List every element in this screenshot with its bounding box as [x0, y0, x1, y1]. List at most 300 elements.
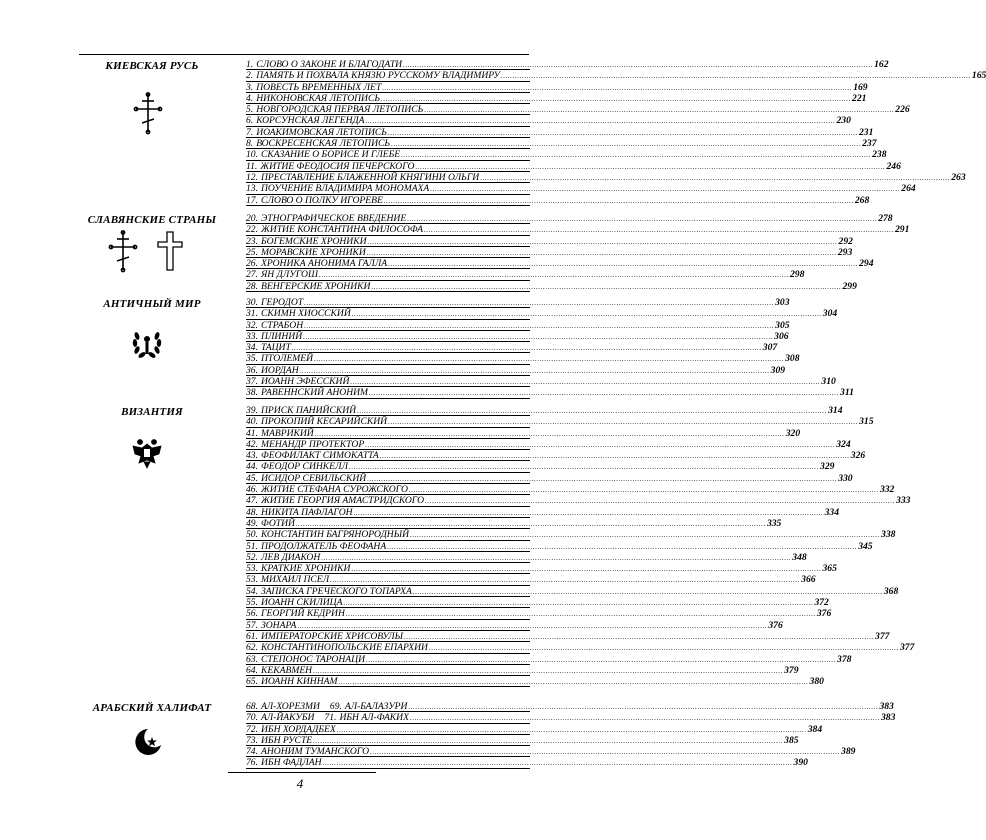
toc-entry — [246, 115, 851, 127]
entry-title: НИКОНОВСКАЯ ЛЕТОПИСЬ — [256, 92, 381, 104]
entry-page: 311 — [840, 387, 854, 399]
leader-dots: ........................................................................................................................................................................................................ — [388, 260, 859, 269]
entry-page: 314 — [828, 405, 843, 416]
toc-section-slavic — [246, 213, 910, 292]
entry-number: 23. — [246, 235, 258, 247]
entry-title: КОНСТАНТИНОПОЛЬСКИЕ ЕПАРХИИ — [261, 642, 428, 654]
leader-dots: ........................................................................................................................................................................................................ — [330, 576, 801, 585]
leader-dots: ........................................................................................................................................................................................................ — [314, 429, 785, 438]
toc-entry — [246, 653, 852, 665]
entry-page: 246 — [886, 160, 901, 172]
entry-title: ФОТИЙ — [261, 517, 295, 529]
entry-page: 291 — [895, 224, 910, 236]
entry-number-2: 71. — [324, 712, 337, 724]
leader-dots: ........................................................................................................................................................................................................ — [415, 162, 886, 171]
entry-number: 8. — [246, 138, 254, 150]
toc-entry — [246, 213, 893, 224]
entry-page: 330 — [838, 472, 853, 484]
entry-page: 376 — [768, 619, 783, 631]
toc-section-arab — [246, 701, 896, 769]
leader-dots: ........................................................................................................................................................................................................ — [382, 83, 853, 92]
leader-dots: ........................................................................................................................................................................................................ — [370, 748, 841, 757]
toc-entry — [246, 70, 986, 82]
entry-number: 38. — [246, 387, 258, 399]
crescent-star-icon — [132, 726, 164, 758]
entry-number: 4. — [246, 92, 254, 104]
leader-dots: ........................................................................................................................................................................................................ — [409, 714, 880, 723]
entry-title: ЛЕВ ДИАКОН — [261, 551, 321, 563]
entry-page: 308 — [785, 353, 800, 365]
entry-page: 365 — [822, 563, 837, 575]
entry-page: 383 — [880, 712, 896, 724]
entry-title: МИХАИЛ ПСЕЛ — [261, 574, 330, 586]
leader-dots: ........................................................................................................................................................................................................ — [304, 321, 775, 330]
entry-number: 22. — [246, 224, 258, 236]
toc-entry — [246, 387, 854, 399]
entry-title: ЖИТИЕ СТЕФАНА СУРОЖСКОГО — [261, 484, 408, 496]
toc-entry — [246, 757, 808, 769]
entry-title: НОВГОРОДСКАЯ ПЕРВАЯ ЛЕТОПИСЬ — [256, 104, 424, 116]
toc-entry — [246, 597, 829, 609]
toc-entry — [246, 224, 910, 236]
entry-title: ЭТНОГРАФИЧЕСКОЕ ВВЕДЕНИЕ — [261, 213, 407, 224]
entry-page: 377 — [875, 630, 890, 642]
leader-dots: ........................................................................................................................................................................................................ — [408, 486, 879, 495]
entry-page: 385 — [784, 734, 799, 746]
leader-dots: ........................................................................................................................................................................................................ — [480, 173, 951, 182]
entry-title: ВОСКРЕСЕНСКАЯ ЛЕТОПИСЬ — [256, 138, 391, 150]
entry-page: 345 — [858, 540, 873, 552]
entry-title: СТЕПОНОС ТАРОНАЦИ — [261, 653, 366, 665]
toc-entry — [246, 619, 783, 631]
entry-title: ЗОНАРА — [261, 619, 297, 631]
entry-number: 41. — [246, 427, 258, 439]
entry-number: 44. — [246, 461, 258, 473]
leader-dots: ........................................................................................................................................................................................................ — [371, 282, 842, 291]
entry-page: 315 — [859, 416, 874, 428]
leader-dots: ........................................................................................................................................................................................................ — [500, 72, 971, 81]
toc-entry — [246, 712, 896, 724]
leader-dots: ........................................................................................................................................................................................................ — [314, 355, 785, 364]
entry-title: ИОРДАН — [261, 364, 299, 376]
toc-entry — [246, 319, 790, 331]
entry-page: 372 — [814, 597, 829, 609]
entry-number: 68. — [246, 701, 258, 712]
leader-dots: ........................................................................................................................................................................................................ — [407, 215, 878, 223]
entry-page: 377 — [899, 642, 915, 654]
entry-number: 76. — [246, 757, 258, 769]
entry-title: ПРОДОЛЖАТЕЛЬ ФЕОФАНА — [261, 540, 387, 552]
toc-entry — [246, 676, 824, 688]
entry-page: 238 — [872, 149, 887, 161]
entry-title: ИОАНН ЭФЕССКИЙ — [261, 376, 350, 388]
entry-number: 6. — [246, 115, 254, 127]
entry-title: СЛОВО О ПОЛКУ ИГОРЕВЕ — [261, 194, 383, 206]
entry-title: ИОАНН КИННАМ — [261, 676, 338, 688]
toc-entry — [246, 194, 870, 206]
entry-title: ПРИСК ПАНИЙСКИЙ — [261, 405, 357, 416]
leader-dots: ........................................................................................................................................................................................................ — [424, 106, 895, 115]
entry-page: 268 — [854, 194, 870, 206]
toc-section-byzantium — [246, 405, 915, 688]
bottom-rule — [228, 772, 376, 773]
entry-number: 39. — [246, 405, 258, 416]
entry-page: 380 — [809, 676, 824, 688]
entry-title: ПРЕСТАВЛЕНИЕ БЛАЖЕННОЙ КНЯГИНИ ОЛЬГИ — [261, 171, 480, 183]
entry-number: 26. — [246, 258, 258, 270]
entry-page: 165 — [971, 70, 986, 82]
entry-title: СЛОВО О ЗАКОНЕ И БЛАГОДАТИ — [256, 59, 403, 70]
toc-entry — [246, 585, 899, 597]
entry-number: 49. — [246, 517, 258, 529]
entry-number-2: 69. — [329, 701, 342, 712]
toc-entry — [246, 81, 868, 93]
leader-dots: ........................................................................................................................................................................................................ — [404, 632, 875, 641]
entry-title: ИБН ФАДЛАН — [261, 757, 322, 769]
entry-number: 32. — [246, 319, 258, 331]
leader-dots: ........................................................................................................................................................................................................ — [365, 440, 836, 449]
entry-page: 307 — [762, 342, 778, 354]
entry-title: НИКИТА ПАФЛАГОН — [261, 506, 353, 518]
top-rule — [79, 54, 529, 55]
toc-entry — [246, 563, 837, 575]
leader-dots: ........................................................................................................................................................................................................ — [388, 418, 859, 427]
entry-number: 53. — [246, 574, 258, 586]
entry-number: 56. — [246, 608, 258, 620]
toc-entry — [246, 664, 799, 676]
leader-dots: ........................................................................................................................................................................................................ — [412, 587, 883, 596]
entry-number: 7. — [246, 126, 254, 138]
toc-entry — [246, 308, 838, 320]
leader-dots: ........................................................................................................................................................................................................ — [303, 332, 774, 341]
double-headed-eagle-icon — [130, 436, 164, 470]
toc-entry — [246, 258, 874, 270]
toc-entry — [246, 630, 890, 642]
toc-entry — [246, 92, 867, 104]
leader-dots: ........................................................................................................................................................................................................ — [403, 61, 874, 69]
entry-title: КОРСУНСКАЯ ЛЕГЕНДА — [256, 115, 365, 127]
section-title-slavic: СЛАВЯНСКИЕ СТРАНЫ — [87, 214, 217, 226]
leader-dots: ........................................................................................................................................................................................................ — [366, 248, 837, 257]
entry-page: 335 — [766, 517, 782, 529]
leader-dots: ........................................................................................................................................................................................................ — [313, 666, 784, 675]
entry-page: 390 — [793, 757, 808, 769]
entry-number: 28. — [246, 280, 258, 292]
entry-title: ЖИТИЕ КОНСТАНТИНА ФИЛОСОФА — [261, 224, 423, 236]
laurel-wreath-icon — [130, 326, 164, 360]
leader-dots: ........................................................................................................................................................................................................ — [357, 407, 828, 415]
entry-number: 36. — [246, 364, 258, 376]
section-title-arab: АРАБСКИЙ ХАЛИФАТ — [92, 702, 212, 714]
toc-entry — [246, 269, 805, 281]
toc-entry — [246, 450, 866, 462]
entry-number: 13. — [246, 183, 258, 195]
entry-title: КРАТКИЕ ХРОНИКИ — [261, 563, 351, 575]
toc-entry — [246, 246, 853, 258]
entry-title: ЖИТИЕ ГЕОРГИЯ АМАСТРИДСКОГО — [261, 495, 425, 507]
entry-number: 65. — [246, 676, 258, 688]
toc-entry — [246, 138, 877, 150]
entry-title: ПЛИНИЙ — [261, 330, 303, 342]
entry-number: 54. — [246, 585, 258, 597]
entry-title: ПАМЯТЬ И ПОХВАЛА КНЯЗЮ РУССКОМУ ВЛАДИМИРУ — [256, 70, 500, 82]
toc-section-antique — [246, 297, 854, 399]
leader-dots: ........................................................................................................................................................................................................ — [349, 463, 820, 472]
toc-entry — [246, 416, 874, 428]
entry-page: 366 — [801, 574, 816, 586]
entry-page: 383 — [879, 701, 894, 712]
entry-page: 303 — [775, 297, 790, 308]
section-title-kievan-rus: КИЕВСКАЯ РУСЬ — [105, 60, 199, 72]
leader-dots: ........................................................................................................................................................................................................ — [410, 531, 881, 540]
entry-page: 333 — [896, 495, 911, 507]
entry-title: МАВРИКИЙ — [261, 427, 314, 439]
section-title-antique: АНТИЧНЫЙ МИР — [103, 298, 201, 310]
entry-title: ИОАНН СКИЛИЦА — [261, 597, 343, 609]
entry-title: ПРОКОПИЙ КЕСАРИЙСКИЙ — [261, 416, 388, 428]
entry-number: 64. — [246, 664, 258, 676]
entry-title: ИСИДОР СЕВИЛЬСКИЙ — [261, 472, 367, 484]
toc-section-kievan-rus — [246, 59, 986, 206]
entry-page: 292 — [838, 235, 853, 247]
entry-number: 52. — [246, 551, 258, 563]
entry-title: АЛ-ХОРЕЗМИ — [261, 701, 320, 712]
entry-page: 230 — [836, 115, 851, 127]
entry-title: АЛ-ЙАКУБИ — [261, 712, 315, 724]
leader-dots: ........................................................................................................................................................................................................ — [351, 565, 822, 574]
toc-entry — [246, 376, 836, 388]
entry-number: 17. — [246, 194, 258, 206]
entry-title: СКИМН ХИОССКИЙ — [261, 308, 351, 320]
entry-page: 169 — [853, 81, 868, 93]
leader-dots: ........................................................................................................................................................................................................ — [365, 117, 836, 126]
leader-dots: ........................................................................................................................................................................................................ — [424, 226, 894, 235]
entry-title: ВЕНГЕРСКИЕ ХРОНИКИ — [261, 280, 371, 292]
toc-entry — [246, 484, 895, 496]
toc-entry — [246, 126, 874, 138]
leader-dots: ........................................................................................................................................................................................................ — [387, 128, 858, 137]
entry-title: ХРОНИКА АНОНИМА ГАЛЛА — [261, 258, 388, 270]
entry-number: 25. — [246, 246, 258, 258]
entry-page: 324 — [836, 438, 851, 450]
leader-dots: ........................................................................................................................................................................................................ — [297, 621, 768, 630]
toc-entry — [246, 280, 857, 292]
entry-number: 51. — [246, 540, 258, 552]
leader-dots: ........................................................................................................................................................................................................ — [313, 736, 784, 745]
section-title-byzantium: ВИЗАНТИЯ — [121, 406, 183, 418]
entry-number: 42. — [246, 438, 258, 450]
entry-title: ГЕОРГИЙ КЕДРИН — [261, 608, 345, 620]
entry-number: 5. — [246, 104, 254, 116]
entry-page: 305 — [775, 319, 790, 331]
entry-title: МОРАВСКИЕ ХРОНИКИ — [261, 246, 366, 258]
leader-dots: ........................................................................................................................................................................................................ — [367, 237, 838, 246]
toc-entry — [246, 160, 901, 172]
toc-entry — [246, 529, 896, 541]
entry-number: 11. — [246, 160, 258, 172]
toc-entry — [246, 701, 894, 712]
leader-dots: ........................................................................................................................................................................................................ — [318, 271, 789, 280]
entry-page: 329 — [820, 461, 835, 473]
leader-dots: ........................................................................................................................................................................................................ — [322, 759, 793, 768]
toc-entry — [246, 342, 778, 354]
entry-title: ПОУЧЕНИЕ ВЛАДИМИРА МОНОМАХА — [261, 183, 430, 195]
entry-page: 338 — [881, 529, 896, 541]
entry-title-2: ИБН АЛ-ФАКИХ — [339, 712, 409, 724]
entry-page: 334 — [824, 506, 839, 518]
entry-number: 37. — [246, 376, 258, 388]
entry-number: 31. — [246, 308, 258, 320]
entry-number: 1. — [246, 59, 254, 70]
leader-dots: ........................................................................................................................................................................................................ — [343, 599, 814, 608]
entry-number: 48. — [246, 506, 258, 518]
entry-number: 62. — [246, 642, 258, 654]
entry-title: ПОВЕСТЬ ВРЕМЕННЫХ ЛЕТ — [256, 81, 382, 93]
entry-number: 43. — [246, 450, 258, 462]
toc-entry — [246, 183, 916, 195]
leader-dots: ........................................................................................................................................................................................................ — [425, 497, 896, 506]
entry-title: ГЕРОДОТ — [261, 297, 304, 308]
leader-dots: ........................................................................................................................................................................................................ — [304, 299, 775, 307]
entry-title: ПТОЛЕМЕЙ — [261, 353, 314, 365]
entry-page: 320 — [785, 427, 801, 439]
toc-entry — [246, 472, 853, 484]
toc-entry — [246, 608, 832, 620]
toc-entry — [246, 438, 851, 450]
entry-title: МЕНАНДР ПРОТЕКТОР — [261, 438, 365, 450]
leader-dots: ........................................................................................................................................................................................................ — [351, 310, 822, 319]
leader-dots: ........................................................................................................................................................................................................ — [353, 508, 824, 517]
entry-title: КЕКАВМЕН — [261, 664, 313, 676]
toc-entry — [246, 495, 911, 507]
entry-number: 35. — [246, 353, 258, 365]
entry-number: 3. — [246, 81, 254, 93]
entry-title: СКАЗАНИЕ О БОРИСЕ И ГЛЕБЕ — [261, 149, 401, 161]
entry-page: 264 — [901, 183, 916, 195]
toc-entry — [246, 461, 835, 473]
entry-number: 27. — [246, 269, 258, 281]
entry-page: 304 — [822, 308, 838, 320]
leader-dots: ........................................................................................................................................................................................................ — [408, 703, 879, 711]
toc-entry — [246, 540, 873, 552]
entry-page: 348 — [792, 551, 807, 563]
toc-entry — [246, 734, 799, 746]
entry-title-2: АЛ-БАЛАЗУРИ — [344, 701, 408, 712]
entry-number: 72. — [246, 723, 258, 735]
leader-dots: ........................................................................................................................................................................................................ — [391, 140, 862, 149]
entry-number: 50. — [246, 529, 258, 541]
latin-cross-icon — [155, 230, 185, 272]
toc-entry — [246, 59, 889, 70]
entry-title: ТАЦИТ — [261, 342, 291, 354]
entry-number: 74. — [246, 746, 258, 758]
entry-number: 53. — [246, 563, 258, 575]
entry-page: 379 — [784, 664, 799, 676]
entry-number: 34. — [246, 342, 258, 354]
toc-entry — [246, 149, 887, 161]
page-number: 4 — [296, 776, 304, 791]
entry-page: 368 — [883, 585, 899, 597]
toc-entry — [246, 104, 910, 116]
entry-page: 306 — [774, 330, 789, 342]
leader-dots: ........................................................................................................................................................................................................ — [350, 378, 821, 387]
toc-entry — [246, 517, 782, 529]
entry-page: 376 — [816, 608, 832, 620]
entry-page: 326 — [850, 450, 866, 462]
entry-page: 389 — [841, 746, 856, 758]
toc-entry — [246, 297, 790, 308]
entry-title: РАВЕННСКИЙ АНОНИМ — [261, 387, 369, 399]
entry-page: 299 — [842, 280, 857, 292]
leader-dots: ........................................................................................................................................................................................................ — [381, 94, 852, 103]
entry-number: 57. — [246, 619, 258, 631]
entry-page: 298 — [789, 269, 805, 281]
entry-title: ИБН РУСТЕ — [261, 734, 313, 746]
entry-number: 63. — [246, 653, 258, 665]
entry-page: 309 — [770, 364, 786, 376]
leader-dots: ........................................................................................................................................................................................................ — [369, 389, 840, 398]
entry-title: ИБН ХОРДАДБЕХ — [261, 723, 336, 735]
entry-number: 61. — [246, 630, 258, 642]
entry-number: 40. — [246, 416, 258, 428]
entry-page: 293 — [837, 246, 853, 258]
entry-title: ИОАКИМОВСКАЯ ЛЕТОПИСЬ — [256, 126, 387, 138]
entry-title: ЯН ДЛУГОШ — [261, 269, 318, 281]
leader-dots: ........................................................................................................................................................................................................ — [383, 196, 854, 205]
leader-dots: ........................................................................................................................................................................................................ — [345, 610, 816, 619]
entry-title: ИМПЕРАТОРСКИЕ ХРИСОВУЛЫ — [261, 630, 404, 642]
entry-title: БОГЕМСКИЕ ХРОНИКИ — [261, 235, 367, 247]
leader-dots: ........................................................................................................................................................................................................ — [336, 725, 807, 734]
entry-page: 226 — [895, 104, 910, 116]
leader-dots: ........................................................................................................................................................................................................ — [291, 344, 762, 353]
leader-dots: ........................................................................................................................................................................................................ — [367, 474, 838, 483]
toc-entry — [246, 427, 801, 439]
entry-page: 384 — [807, 723, 823, 735]
entry-number: 2. — [246, 70, 254, 82]
leader-dots: ........................................................................................................................................................................................................ — [295, 519, 766, 528]
toc-entry — [246, 171, 966, 183]
entry-page: 231 — [858, 126, 874, 138]
entry-number: 33. — [246, 330, 258, 342]
toc-entry — [246, 353, 800, 365]
entry-number: 10. — [246, 149, 258, 161]
toc-entry — [246, 330, 789, 342]
entry-page: 162 — [874, 59, 889, 70]
entry-page: 332 — [879, 484, 895, 496]
toc-entry — [246, 364, 786, 376]
entry-title: ЗАПИСКА ГРЕЧЕСКОГО ТОПАРХА — [261, 585, 412, 597]
leader-dots: ........................................................................................................................................................................................................ — [379, 452, 850, 461]
entry-number: 70. — [246, 712, 258, 724]
entry-number: 30. — [246, 297, 258, 308]
toc-entry — [246, 506, 839, 518]
leader-dots: ........................................................................................................................................................................................................ — [299, 366, 770, 375]
entry-number: 73. — [246, 734, 258, 746]
leader-dots: ........................................................................................................................................................................................................ — [401, 151, 872, 160]
entry-number: 20. — [246, 213, 258, 224]
entry-page: 310 — [821, 376, 836, 388]
leader-dots: ........................................................................................................................................................................................................ — [338, 678, 809, 687]
toc-entry — [246, 723, 823, 735]
entry-title: КОНСТАНТИН БАГРЯНОРОДНЫЙ — [261, 529, 410, 541]
leader-dots: ........................................................................................................................................................................................................ — [430, 185, 901, 194]
leader-dots: ........................................................................................................................................................................................................ — [428, 644, 899, 653]
leader-dots: ........................................................................................................................................................................................................ — [366, 655, 837, 664]
entry-number: 55. — [246, 597, 258, 609]
entry-page: 263 — [951, 171, 966, 183]
leader-dots: ........................................................................................................................................................................................................ — [321, 553, 792, 562]
